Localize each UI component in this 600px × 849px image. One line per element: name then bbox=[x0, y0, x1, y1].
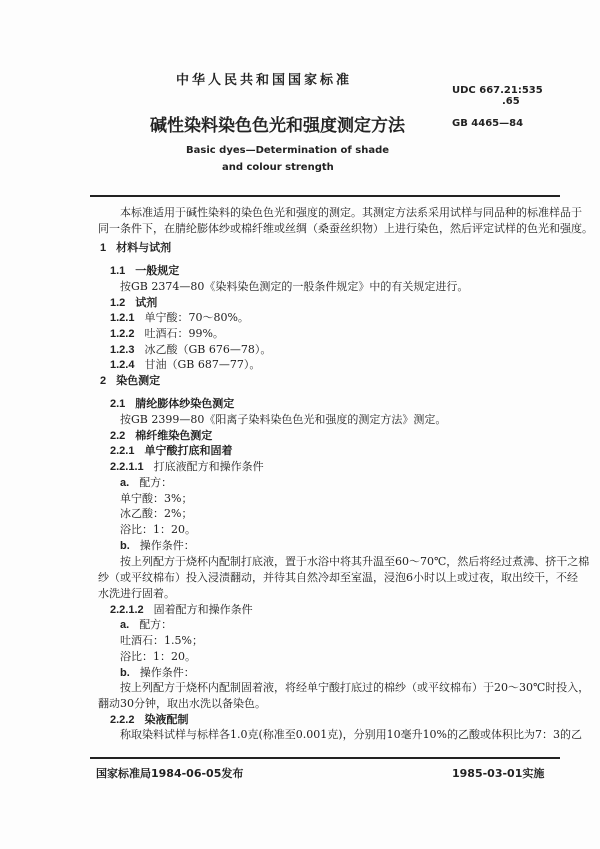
section-title: 一般规定 bbox=[135, 264, 180, 277]
formula-line: 浴比：1：20。 bbox=[120, 523, 196, 536]
paragraph: 按GB 2399—80《阳离子染料染色色光和强度的测定方法》测定。 bbox=[120, 413, 447, 426]
paragraph: 吐酒石：99%。 bbox=[144, 327, 224, 340]
section-title: 固着配方和操作条件 bbox=[153, 603, 253, 616]
section-number: 1 bbox=[100, 242, 107, 254]
section-title: 打底液配方和操作条件 bbox=[153, 460, 264, 473]
intro-line: 本标准适用于碱性染料的染色色光和强度的测定。其测定方法系采用试样与同品种的标准样品于 bbox=[120, 206, 582, 219]
section-number: 2.1 bbox=[110, 398, 126, 410]
paragraph: 按上列配方于烧杯内配制打底液，置于水浴中将其升温至60～70℃，然后将经过煮沸、挤干之棉 bbox=[120, 555, 590, 568]
formula-line: 单宁酸：3%； bbox=[120, 492, 193, 505]
paragraph: 按GB 2374—80《染料染色测定的一般条件规定》中的有关规定进行。 bbox=[120, 280, 469, 293]
intro-line: 同一条件下，在腈纶膨体纱或棉纤维或丝绸（桑蚕丝织物）上进行染色，然后评定试样的色光和强度。 bbox=[98, 222, 593, 235]
paragraph: 按上列配方于烧杯内配制固着液，将经单宁酸打底过的棉纱（或平纹棉布）于20～30℃时投入， bbox=[120, 681, 590, 694]
header-rule bbox=[90, 195, 560, 197]
section-title: 单宁酸打底和固着 bbox=[144, 444, 233, 457]
section-title: 染色测定 bbox=[116, 374, 161, 387]
section-title: 试剂 bbox=[135, 296, 158, 309]
document-title: 碱性染料染色色光和强度测定方法 bbox=[150, 116, 405, 136]
formula-line: 冰乙酸：2%； bbox=[120, 507, 193, 520]
paragraph: 翻动30分钟，取出水洗以备染色。 bbox=[98, 697, 266, 710]
item-label: a. bbox=[120, 619, 130, 631]
paragraph: 单宁酸：70～80%。 bbox=[144, 311, 249, 324]
paragraph: 冰乙酸（GB 676—78）。 bbox=[144, 343, 272, 356]
paragraph: 称取染料试样与标样各1.0克(称准至0.001克)，分别用10毫升10%的乙酸或体积比为7：3的乙 bbox=[120, 728, 583, 741]
english-title-2: and colour strength bbox=[222, 162, 334, 173]
section-number: 2.2.1.1 bbox=[110, 461, 144, 473]
issuing-org: 中华人民共和国国家标准 bbox=[176, 73, 353, 88]
section-number: 1.2 bbox=[110, 297, 126, 309]
section-title: 染液配制 bbox=[144, 713, 189, 726]
section-number: 1.2.3 bbox=[110, 344, 135, 356]
section-number: 2.2.1.2 bbox=[110, 604, 144, 616]
item-title: 操作条件： bbox=[139, 666, 195, 679]
paragraph: 甘油（GB 687—77）。 bbox=[144, 358, 261, 371]
item-title: 操作条件： bbox=[139, 539, 195, 552]
gb-number: GB 4465—84 bbox=[452, 118, 524, 129]
section-title: 腈纶膨体纱染色测定 bbox=[135, 397, 235, 410]
section-number: 1.1 bbox=[110, 265, 126, 277]
section-number: 1.2.1 bbox=[110, 312, 135, 324]
section-number: 1.2.4 bbox=[110, 359, 135, 371]
footer-rule bbox=[90, 757, 560, 759]
item-title: 配方： bbox=[139, 476, 173, 489]
section-number: 2.2 bbox=[110, 430, 126, 442]
section-number: 2.2.2 bbox=[110, 714, 135, 726]
section-title: 棉纤维染色测定 bbox=[135, 429, 213, 442]
section-title: 材料与试剂 bbox=[116, 241, 172, 254]
udc-code-cont: .65 bbox=[502, 96, 520, 107]
item-label: b. bbox=[120, 540, 130, 552]
effective-date: 1985-03-01实施 bbox=[452, 767, 545, 780]
english-title-1: Basic dyes—Determination of shade bbox=[186, 145, 390, 156]
paragraph: 水洗进行固着。 bbox=[98, 587, 175, 600]
item-label: a. bbox=[120, 477, 130, 489]
udc-code: UDC 667.21:535 bbox=[452, 85, 543, 96]
item-label: b. bbox=[120, 667, 130, 679]
formula-line: 浴比：1：20。 bbox=[120, 650, 196, 663]
item-title: 配方： bbox=[139, 618, 173, 631]
section-number: 1.2.2 bbox=[110, 328, 135, 340]
issue-date: 国家标准局1984-06-05发布 bbox=[96, 767, 244, 780]
section-number: 2.2.1 bbox=[110, 445, 135, 457]
paragraph: 纱（或平纹棉布）投入浸渍翻动，并待其自然冷却至室温，浸泡6小时以上或过夜，取出绞干，不经 bbox=[98, 571, 578, 584]
section-number: 2 bbox=[100, 375, 107, 387]
formula-line: 吐酒石：1.5%； bbox=[120, 634, 203, 647]
